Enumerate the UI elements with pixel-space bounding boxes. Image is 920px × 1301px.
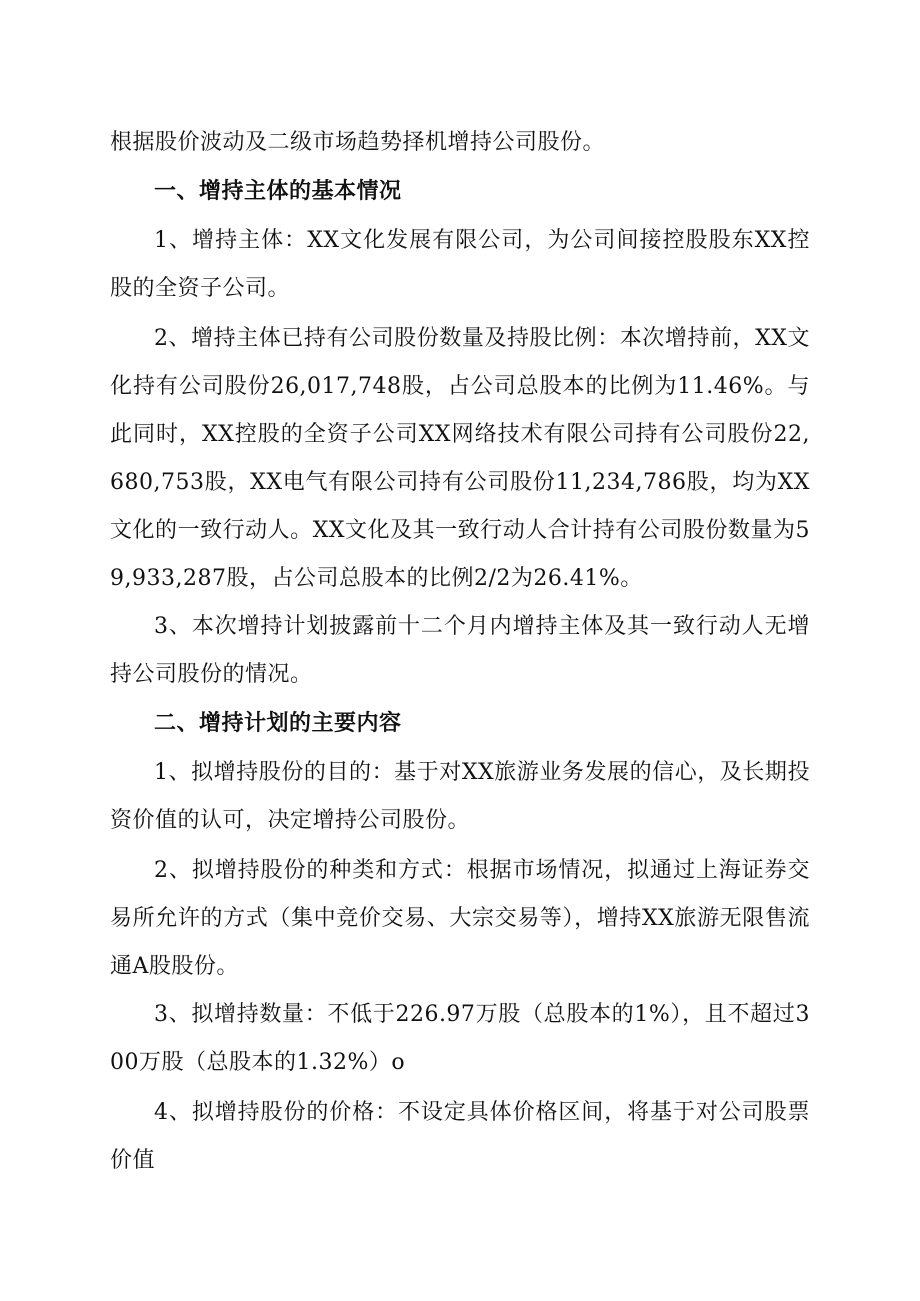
paragraph-2-4: 4、拟增持股份的价格：不设定具体价格区间，将基于对公司股票价值 — [110, 1100, 810, 1173]
section-heading-1: 一、增持主体的基本情况 — [154, 178, 402, 204]
paragraph-2-3: 3、拟增持数量：不低于226.97万股（总股本的1%），且不超过300万股（总股本的1.32%）o — [110, 1002, 810, 1075]
paragraph-1-1: 1、增持主体：XX文化发展有限公司，为公司间接控股股东XX控股的全资子公司。 — [110, 228, 810, 301]
paragraph-continuation: 根据股价波动及二级市场趋势择机增持公司股份。 — [110, 130, 606, 155]
paragraph-2-1: 1、拟增持股份的目的：基于对XX旅游业务发展的信心，及长期投资价值的认可，决定增持公司股份。 — [110, 760, 810, 833]
section-heading-2: 二、增持计划的主要内容 — [154, 710, 402, 736]
paragraph-1-2: 2、增持主体已持有公司股份数量及持股比例：本次增持前，XX文化持有公司股份26,017,748股，占公司总股本的比例为11.46%。与此同时，XX控股的全资子公司XX网络技术有限公司持有公司股份22,680,753股，XX电气有限公司持有公司股份11,234,786股，均为XX文化的一致行动人。XX文化及其一致行动人合计持有公司股份数量为59,933,287股，占公司总股本的比例2/2为26.41%。 — [110, 326, 810, 591]
paragraph-1-3: 3、本次增持计划披露前十二个月内增持主体及其一致行动人无增持公司股份的情况。 — [110, 614, 810, 687]
paragraph-2-2: 2、拟增持股份的种类和方式：根据市场情况，拟通过上海证券交易所允许的方式（集中竞价交易、大宗交易等），增持XX旅游无限售流通A股股份。 — [110, 858, 810, 979]
